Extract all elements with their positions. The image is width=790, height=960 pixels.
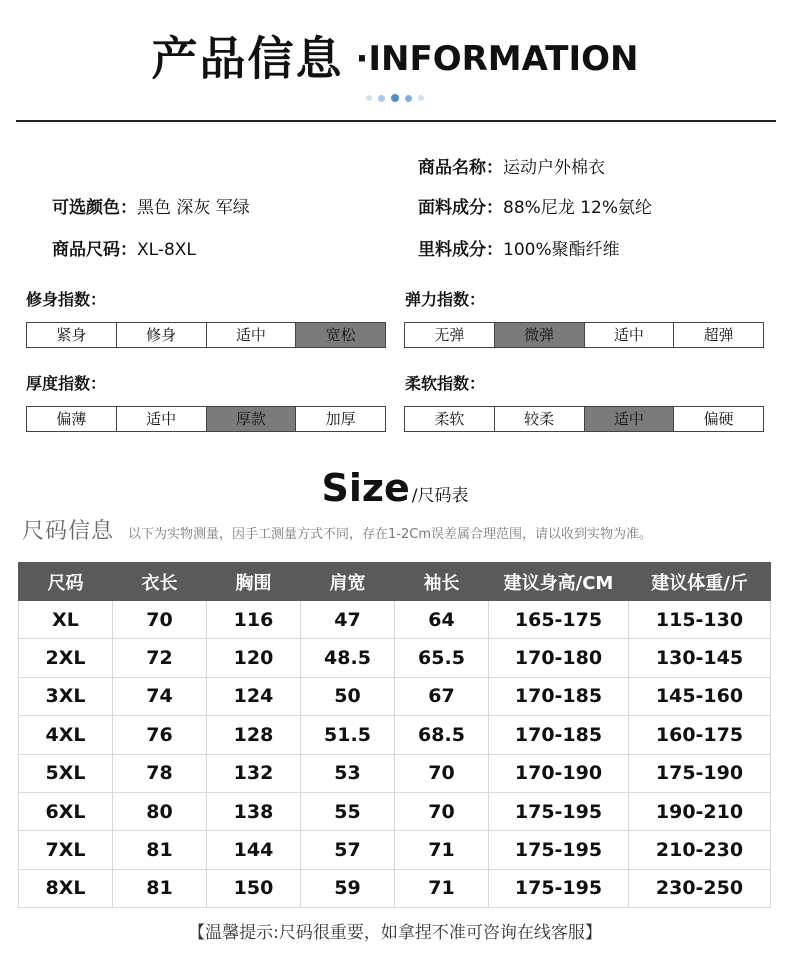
table-cell: 165-175: [489, 601, 629, 639]
table-cell: 80: [113, 792, 207, 830]
table-cell: 76: [113, 716, 207, 754]
index-scale: [404, 322, 764, 348]
index-option: 适中: [584, 323, 674, 347]
table-cell: 3XL: [19, 677, 113, 715]
header-title-cn: 产品信息: [151, 31, 344, 86]
info-value: 88%尼龙 12%氨纶: [503, 198, 652, 218]
table-cell: 67: [395, 677, 489, 715]
index-scale: [26, 322, 386, 348]
index-title: 厚度指数：: [26, 374, 107, 393]
table-cell: 53: [301, 754, 395, 792]
table-cell: 130-145: [629, 639, 771, 677]
info-value: 100%聚酯纤维: [503, 240, 620, 260]
table-cell: 71: [395, 869, 489, 907]
dot-icon: [378, 95, 385, 102]
info-label: 商品尺码：: [52, 240, 137, 260]
index-option: 偏薄: [56, 410, 87, 428]
footer-tip: 【温馨提示:尺码很重要，如拿捏不准可咨询在线客服】: [188, 923, 602, 943]
index-option: 修身: [116, 323, 206, 347]
info-label: 面料成分：: [418, 198, 503, 218]
table-row: [19, 754, 771, 792]
info-lining: [418, 239, 620, 261]
size-title-sub: /尺码表: [411, 486, 469, 506]
dot-icon: [418, 95, 424, 101]
info-value: 运动户外棉衣: [503, 158, 605, 178]
table-cell: 64: [395, 601, 489, 639]
index-option: 加厚: [295, 407, 385, 431]
table-cell: 175-195: [489, 869, 629, 907]
dot-icon: [405, 95, 412, 102]
dot-icon: [366, 95, 372, 101]
index-option: 适中: [206, 323, 296, 347]
table-cell: 68.5: [395, 716, 489, 754]
index-option: 紧身: [56, 326, 87, 344]
index-title: 修身指数：: [26, 290, 107, 309]
index-thickness: [26, 374, 386, 432]
info-label: 商品名称：: [418, 158, 503, 178]
table-cell: 81: [113, 869, 207, 907]
info-sizes: [52, 239, 196, 261]
info-product-name: [418, 157, 605, 179]
index-title: 弹力指数：: [405, 290, 486, 309]
table-cell: 78: [113, 754, 207, 792]
size-info-note: 以下为实物测量，因手工测量方式不同，存在1-2Cm误差属合理范围，请以收到实物为准。: [128, 527, 652, 542]
table-header-cell: 肩宽: [301, 563, 395, 601]
index-option: 偏硬: [673, 407, 763, 431]
index-option-selected: 微弹: [494, 323, 584, 347]
info-label: 里料成分：: [418, 240, 503, 260]
table-cell: 71: [395, 831, 489, 869]
size-chart-title: [0, 464, 790, 512]
table-cell: 4XL: [19, 716, 113, 754]
table-cell: 170-180: [489, 639, 629, 677]
table-cell: 48.5: [301, 639, 395, 677]
table-header-cell: 尺码: [19, 563, 113, 601]
info-colors: [52, 197, 250, 219]
table-cell: 145-160: [629, 677, 771, 715]
size-table: [18, 562, 771, 908]
header-divider: [16, 120, 776, 122]
table-cell: 144: [207, 831, 301, 869]
table-row: [19, 677, 771, 715]
table-cell: 2XL: [19, 639, 113, 677]
table-header-cell: 胸围: [207, 563, 301, 601]
info-fabric: [418, 197, 652, 219]
table-cell: XL: [19, 601, 113, 639]
table-row: [19, 831, 771, 869]
index-option-selected: 厚款: [206, 407, 296, 431]
table-row: [19, 639, 771, 677]
section-header: [0, 26, 790, 90]
table-cell: 8XL: [19, 869, 113, 907]
info-value: XL-8XL: [137, 240, 196, 260]
index-softness: [404, 374, 764, 432]
table-cell: 128: [207, 716, 301, 754]
table-cell: 138: [207, 792, 301, 830]
info-value: 黑色 深灰 军绿: [137, 198, 250, 218]
table-header-cell: 建议体重/斤: [629, 563, 771, 601]
table-cell: 170-185: [489, 716, 629, 754]
index-scale: [26, 406, 386, 432]
table-cell: 120: [207, 639, 301, 677]
index-option: 适中: [116, 407, 206, 431]
info-label: 可选颜色：: [52, 198, 137, 218]
table-header-cell: 建议身高/CM: [489, 563, 629, 601]
table-header-row: [19, 563, 771, 601]
table-cell: 170-190: [489, 754, 629, 792]
table-row: [19, 869, 771, 907]
index-elasticity: [404, 290, 764, 348]
table-cell: 70: [395, 754, 489, 792]
table-cell: 59: [301, 869, 395, 907]
table-cell: 175-195: [489, 792, 629, 830]
table-cell: 47: [301, 601, 395, 639]
table-cell: 6XL: [19, 792, 113, 830]
table-cell: 51.5: [301, 716, 395, 754]
table-cell: 175-190: [629, 754, 771, 792]
table-cell: 124: [207, 677, 301, 715]
size-info-label: 尺码信息: [22, 519, 115, 544]
table-cell: 116: [207, 601, 301, 639]
table-row: [19, 792, 771, 830]
header-title-en: ·INFORMATION: [355, 38, 639, 79]
table-cell: 210-230: [629, 831, 771, 869]
table-cell: 81: [113, 831, 207, 869]
table-cell: 132: [207, 754, 301, 792]
table-cell: 190-210: [629, 792, 771, 830]
index-option: 无弹: [434, 326, 465, 344]
table-cell: 5XL: [19, 754, 113, 792]
size-table-head: [19, 563, 771, 601]
table-cell: 175-195: [489, 831, 629, 869]
table-cell: 74: [113, 677, 207, 715]
table-cell: 55: [301, 792, 395, 830]
table-cell: 7XL: [19, 831, 113, 869]
index-title: 柔软指数：: [405, 374, 486, 393]
table-header-cell: 衣长: [113, 563, 207, 601]
table-cell: 70: [395, 792, 489, 830]
table-cell: 115-130: [629, 601, 771, 639]
table-cell: 72: [113, 639, 207, 677]
size-table-body: [19, 601, 771, 908]
index-option: 较柔: [494, 407, 584, 431]
index-scale: [404, 406, 764, 432]
table-cell: 160-175: [629, 716, 771, 754]
table-row: [19, 601, 771, 639]
decorative-dots: [0, 94, 790, 102]
table-cell: 50: [301, 677, 395, 715]
table-header-cell: 袖长: [395, 563, 489, 601]
table-cell: 150: [207, 869, 301, 907]
index-option: 柔软: [434, 410, 465, 428]
table-cell: 65.5: [395, 639, 489, 677]
index-option: 超弹: [673, 323, 763, 347]
index-option-selected: 适中: [584, 407, 674, 431]
index-option-selected: 宽松: [295, 323, 385, 347]
table-cell: 170-185: [489, 677, 629, 715]
size-info-row: [22, 514, 652, 546]
table-cell: 57: [301, 831, 395, 869]
table-cell: 230-250: [629, 869, 771, 907]
index-fit: [26, 290, 386, 348]
size-title-main: Size: [321, 466, 410, 510]
dot-icon: [391, 94, 399, 102]
table-row: [19, 716, 771, 754]
table-cell: 70: [113, 601, 207, 639]
